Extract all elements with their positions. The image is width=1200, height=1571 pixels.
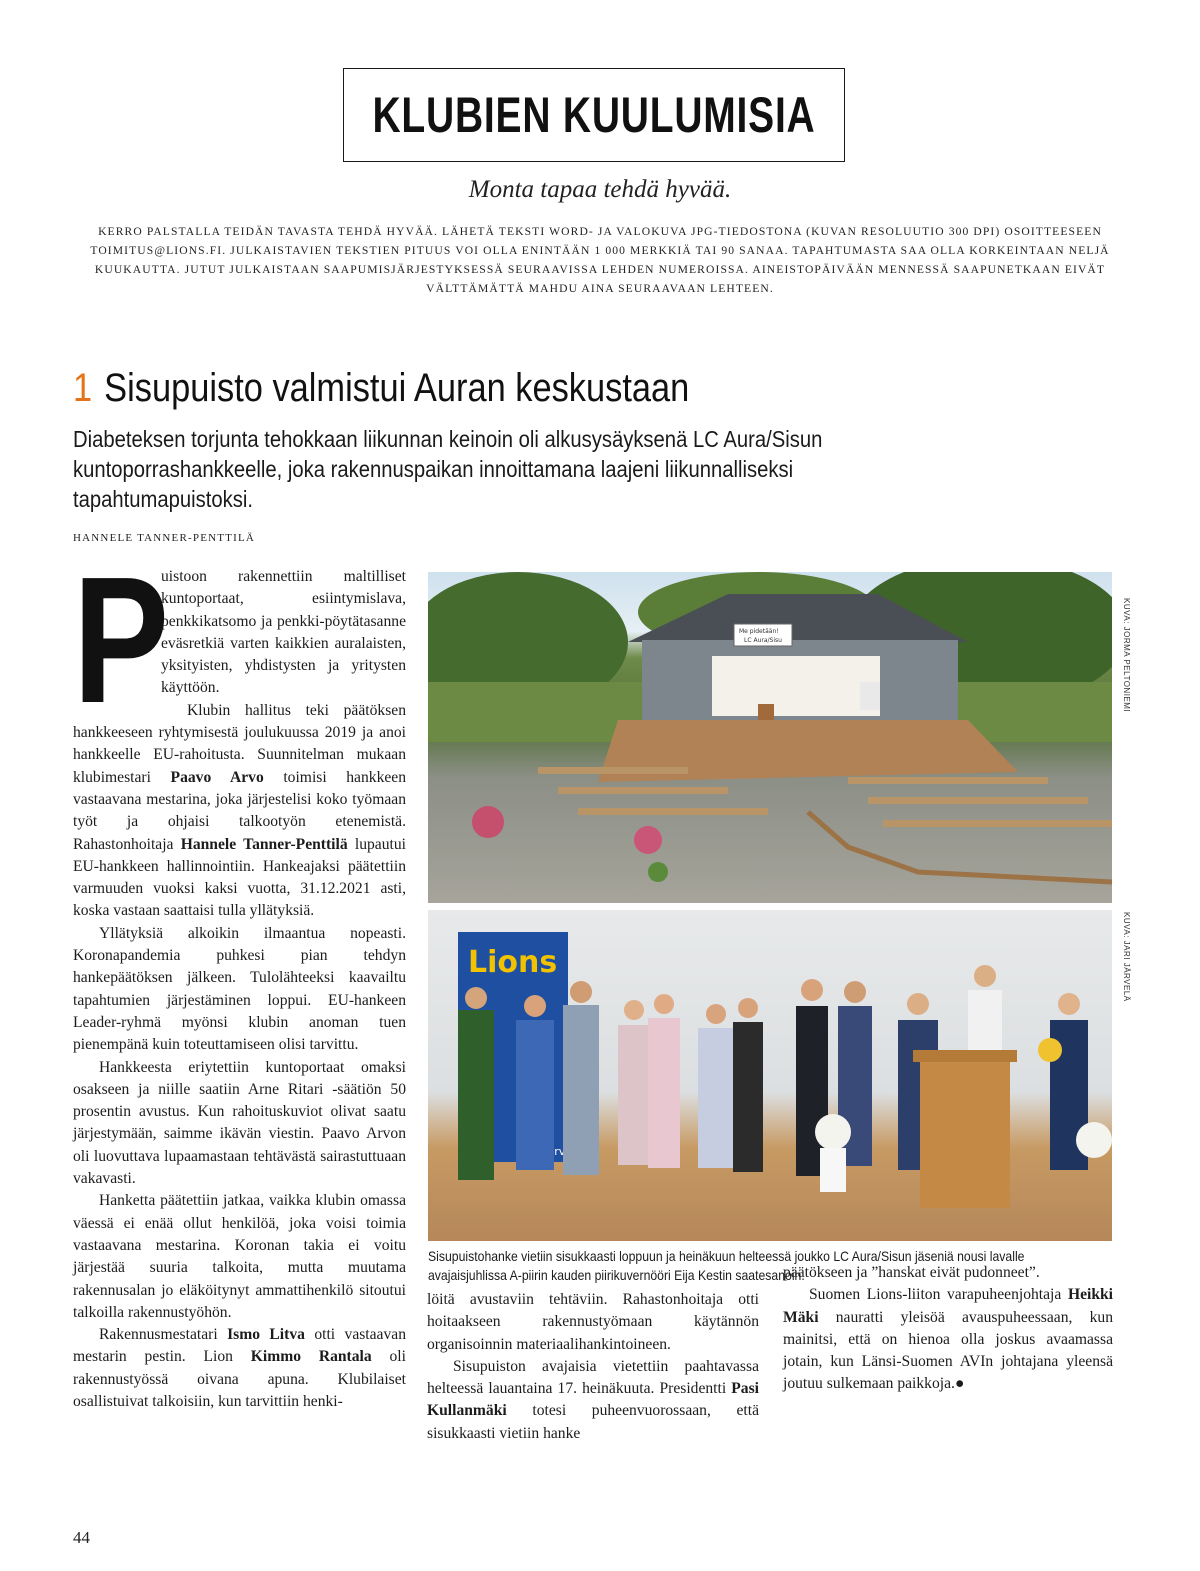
photo2-credit: KUVA: JARI JÄRVELÄ [1122, 912, 1131, 1002]
end-mark: ● [954, 1375, 965, 1393]
person-name: Pasi Kullanmäki [427, 1380, 759, 1420]
drop-cap: P [73, 540, 170, 741]
section-title: KLUBIEN KUULUMISIA [372, 87, 816, 143]
article-column-1 [73, 540, 407, 1413]
submission-instructions: KERRO PALSTALLA TEIDÄN TAVASTA TEHDÄ HYVÄÄ. LÄHETÄ TEKSTI WORD- JA VALOKUVA JPG-TIEDOSTONA (KUVAN RESOLUUTIO 300 DPI) OSOITTEESEEN TOIMITUS@LIONS.FI. JULKAISTAVIEN TEKSTIEN PITUUS VOI OLLA ENINTÄÄN 1 000 MERKKIÄ TAI 90 SANAA. TAPAHTUMASTA SAA OLLA KORKEINTAAN NELJÄ KUUKAUTTA. JUTUT JULKAISTAAN SAAPUMISJÄRJESTYKSESSÄ SEURAAVISSA LEHDEN NUMEROISSA. AINEISTOPÄIVÄÄN MENNESSÄ SAAPUNETKAAN EIVÄT VÄLTTÄMÄTTÄ MAHDU AINA SEURAAVAAN LEHTEEN. [90, 225, 1110, 295]
paragraph: Sisupuiston avajaisia vietettiin paahtavassa helteessä lauantaina 17. heinäkuuta. Presidentti Pasi Kullanmäki totesi puheenvuorossaan, että sisukkaasti vietiin hanke [427, 1357, 759, 1442]
paragraph: Hankkeesta eriytettiin kuntoportaat omaksi osakseen ja niille saatiin Arne Ritari -säätiön 50 prosentin avustus. Kun rahoituskuviot olivat saatu järjestymään, saimme ikävän viestin. Paavo Arvon oli luovuttava lupaamastaan tehtävästä sairastuttuaan vakavasti. [73, 1058, 406, 1188]
photo-people [428, 910, 1112, 1241]
photo1-credit: KUVA: JORMA PELTONIEMI [1122, 598, 1131, 713]
photo-stage [428, 572, 1112, 903]
article-column-3 [783, 1262, 1113, 1396]
paragraph: Hanketta päätettiin jatkaa, vaikka klubin omassa väessä ei enää ollut henkilöä, joka voisi toimia vastaavana mestarina. Koronan takia ei voitu järjestää suuria talkoita, mutta muutama rakennusalan jo eläköitynyt ammattihenkilö sitoutui talkoilla rakennustyöhön. [73, 1192, 406, 1321]
person-name: Paavo Arvo [170, 768, 264, 786]
paragraph: päätökseen ja ”hanskat eivät pudonneet”. [783, 1264, 1040, 1281]
stage-illustration [428, 572, 1112, 903]
stage-sign-text: LC Aura/Sisu [744, 637, 782, 644]
article-byline: HANNELE TANNER-PENTTILÄ [73, 532, 256, 544]
people-illustration [428, 910, 1112, 1241]
person-name: Kimmo Rantala [250, 1348, 372, 1366]
article-number: 1 [73, 366, 93, 410]
paragraph: Klubin hallitus teki päätöksen hankkeeseen ryhtymisestä joulukuussa 2019 ja anoi hankkeelle EU-rahoitusta. Suunnitelman mukaan klubimestari Paavo Arvo toimisi hankkeen vastaavana mestarina, joka järjestelisi koko työmaan työt ja ohjaisi talkootyön etenemistä. Rahastonhoitaja Hannele Tanner-Penttilä lupautui EU-hankkeen hallinnointiin. Hankeajaksi päätettiin varmuuden vuoksi kaksi vuotta, 31.12.2021 asti, koska vastaan saattaisi tulla yllätyksiä. [73, 701, 407, 920]
photo-caption: Sisupuistohanke vietiin sisukkaasti loppuun ja heinäkuun helteessä joukko LC Aura/Sisun jäseniä nousi lavalle avajaisjuhlissa A-piirin kauden piirikuvernööri Eija Kestin saatesanoin. [428, 1249, 1025, 1283]
paragraph: P uistoon rakennettiin maltilliset kuntoportaat, esiintymislava, penkkikatsomo ja penkki-pöytätasanne eväsretkiä varten kaikkien auralaisten, yksityisten, yhdistysten ja yritysten käyttöön. [73, 540, 406, 741]
person-name: Heikki Mäki [783, 1286, 1113, 1326]
paragraph: Rakennusmestatari Ismo Litva otti vastaavan mestarin pestin. Lion Kimmo Rantala oli rakennustyössä oivana apuna. Klubilaiset osallistuivat talkoisiin, kun tarvittiin henki- [73, 1326, 406, 1410]
lions-banner-sub: Serve [540, 1145, 573, 1158]
lions-banner-text: Lions [468, 945, 558, 980]
article-headline [73, 366, 727, 411]
person-name: Hannele Tanner-Penttilä [180, 835, 348, 853]
stage-sign-text: Me pidetään! [739, 628, 779, 635]
page-number: 44 [73, 1528, 90, 1547]
article-headline-text: Sisupuisto valmistui Auran keskustaan [104, 366, 690, 410]
section-subtitle: Monta tapaa tehdä hyvää. [468, 176, 732, 203]
person-name: Ismo Litva [227, 1326, 305, 1344]
paragraph: löitä avustaviin tehtäviin. Rahastonhoitaja otti hoitaakseen rakennustyömaan käytännön organisoinnin materiaalihankintoineen. [427, 1291, 759, 1353]
section-title-box [343, 68, 845, 162]
article-column-2 [427, 1289, 759, 1445]
paragraph: Suomen Lions-liiton varapuheenjohtaja Heikki Mäki nauratti yleisöä avauspuheessaan, kun mainitsi, että on hienoa olla joskus avaamassa jotain, kun Länsi-Suomen AVIn johtajana yleensä joutuu sulkemaan paikkoja.● [783, 1286, 1113, 1393]
article-lead: Diabeteksen torjunta tehokkaan liikunnan keinoin oli alkusysäyksenä LC Aura/Sisun kuntoporrashankkeelle, joka rakennuspaikan innoittamana laajeni liikunnalliseksi tapahtumapuistoksi. [73, 426, 823, 512]
paragraph: Yllätyksiä alkoikin ilmaantua nopeasti. Koronapandemia puhkesi pian tehdyn hankepäätöksen jälkeen. Tulolähteeksi kaavailtu tapahtumien järjestäminen loppui. EU-hankeen Leader-ryhmä myönsi klubin anoman tuen pienempänä kuin toteuttamiseen olisi tarvittu. [73, 924, 406, 1054]
